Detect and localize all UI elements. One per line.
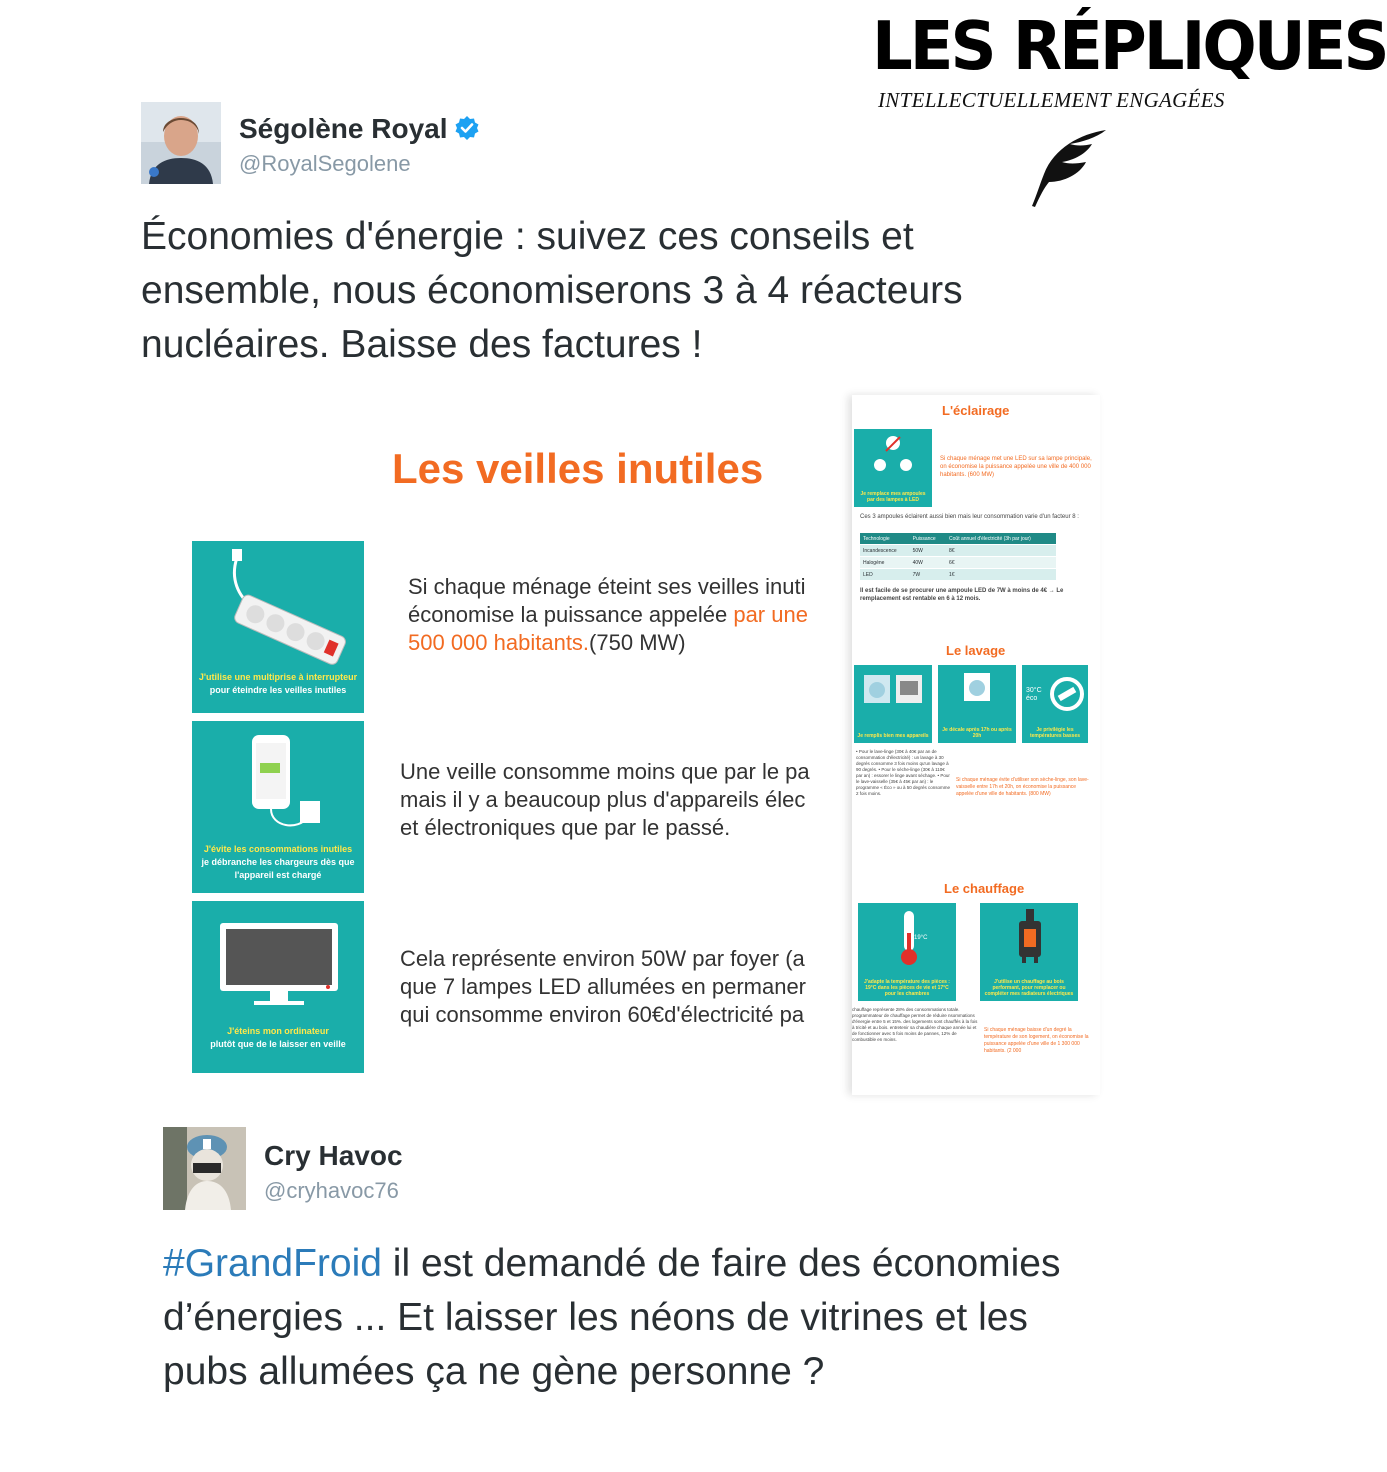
slide-paragraph-text: économise la puissance appelée [408, 602, 734, 627]
table-cell: Halogène [860, 557, 910, 569]
author-handle[interactable]: @RoyalSegolene [239, 151, 411, 176]
eco-dial-icon [1048, 675, 1086, 713]
mini-card-caption: J'utilise un chauffage au bois performant, pour remplacer ou compléter mes radiateurs électriques [984, 979, 1074, 997]
bulb-icon [868, 433, 918, 479]
mini-card-thermostat [858, 903, 956, 1001]
table-cell: 7W [910, 569, 946, 581]
card-caption-white: pour éteindre les veilles inutiles [209, 685, 347, 695]
table-cell: 1€ [946, 569, 1056, 581]
slide-title: Les veilles inutiles [392, 445, 764, 492]
slide-paragraph-line: qui consomme environ 60€d'électricité pa [400, 1002, 805, 1027]
slide-paragraph-line: Cela représente environ 50W par foyer (a [400, 946, 805, 971]
phone-charger-icon [238, 731, 338, 841]
table-cell: LED [860, 569, 910, 581]
verified-badge-icon [454, 115, 480, 141]
tweet-text [163, 1237, 1118, 1399]
side-infographic-panel [852, 395, 1100, 1095]
brand-logo-title: LES RÉPLIQUES [872, 8, 1387, 86]
eco-label: 30°C éco [1026, 687, 1042, 702]
brand-logo-subtitle: INTELLECTUELLEMENT ENGAGÉES [878, 88, 1225, 112]
stove-icon [1016, 909, 1044, 965]
tweet-media-image[interactable] [180, 395, 1100, 1095]
slide-paragraph-line: et électroniques que par le passé. [400, 815, 731, 840]
quill-icon [1028, 128, 1110, 210]
slide-paragraph-line: Une veille consomme moins que par le pa [400, 759, 810, 784]
mini-card-caption: Je remplis bien mes appareils [857, 733, 929, 739]
tweet-text: Économies d'énergie : suivez ces conseils et ensemble, nous économiserons 3 à 4 réacteurs nucléaires. Baisse des factures ! [141, 215, 963, 366]
heating-savings-text: Si chaque ménage baisse d'un degré la température de son logement, on économise la puissance appelée d'une ville de 1 300 000 habitants. (2 000 [984, 1027, 1089, 1054]
table-header-cell: Puissance [910, 533, 946, 545]
lighting-note: Ces 3 ampoules éclairent aussi bien mais leur consommation varie d'un facteur 8 : [860, 514, 1079, 520]
table-cell: 40W [910, 557, 946, 569]
mini-card-caption: Je décale après 17h ou après 20h [942, 727, 1012, 739]
table-cell: 6€ [946, 557, 1056, 569]
monitor-icon [214, 917, 344, 1017]
table-header-cell: Technologie [860, 533, 910, 545]
card-caption-yellow: J'utilise une multiprise à interrupteur [198, 672, 358, 682]
tweet-body: il est demandé de faire des économies d’énergies ... Et laisser les néons de vitrines et les pubs allumées ça ne gène personne ? [163, 1242, 1061, 1393]
mini-card-caption: Je remplace mes ampoules par des lampes à LED [860, 491, 926, 503]
author-name[interactable]: Cry Havoc [264, 1140, 403, 1171]
author-name[interactable]: Ségolène Royal [239, 113, 448, 144]
mini-card-caption: Je privilégie les températures basses [1029, 727, 1081, 739]
washer-icon [962, 671, 992, 703]
author-handle[interactable]: @cryhavoc76 [264, 1178, 399, 1203]
lighting-footer: Il est facile de se procurer une ampoule LED de 7W à moins de 4€ → Le remplacement est rentable en 6 à 12 mois. [860, 588, 1064, 602]
mini-card-washing [854, 665, 932, 743]
section-heading-lighting: L'éclairage [942, 403, 1010, 418]
lighting-comparison-table [860, 533, 1056, 581]
section-heading-heating: Le chauffage [944, 881, 1025, 896]
slide-paragraph-text: (750 MW) [589, 630, 686, 655]
table-header-cell: Coût annuel d'électricité (3h par jour) [946, 533, 1056, 545]
slide-paragraph-line: que 7 lampes LED allumées en permaner [400, 974, 807, 999]
slide-paragraph-highlight: par une [733, 602, 808, 627]
card-caption-yellow: J'évite les consommations inutiles [203, 844, 353, 854]
hashtag-link[interactable]: #GrandFroid [163, 1242, 382, 1285]
avatar[interactable] [141, 102, 221, 184]
washing-savings-text: Si chaque ménage évite d'utiliser son sèche-linge, son lave-vaisselle entre 17h et 20h, on économise la puissance appelée d'une ville de habitants. (800 MW) [956, 777, 1089, 797]
mini-card-temperature [1022, 665, 1088, 743]
washing-tips-text: • Pour le lave-linge (30€ à 40€ par an de consommation d'électricité) : un lavage à 30 degrés consomme 3 fois moins qu'un lavage à 90 degrés. • Pour le sèche-linge (30€ à 110€ par an) : essorer le linge avant séchage. • Pour le lave-vaisselle (35€ à 45€ par an) : le programme « Éco » ou à 50 degrés consomme 2 fois moins. [856, 749, 951, 796]
heating-tips-text: chauffage représente 28% des consommations totale. programmateur de chauffage permet de réduire nsommations d'énergie entre 5 et 15%. des logements sont chauffés à la fois à tricité et au bois. entretenir sa chaudière chaque année lui et de fonctionner avec 5 fois moins de pannes, 12% de combustible en moins. [852, 1007, 978, 1042]
temperature-label: 19°C [914, 935, 928, 941]
tip-card-computer [192, 901, 364, 1073]
slide-paragraph-line: mais il y a beaucoup plus d'appareils élec [400, 787, 806, 812]
card-caption-white: je débranche les chargeurs dès que l'appareil est chargé [201, 857, 355, 880]
card-caption-white: plutôt que de le laisser en veille [210, 1039, 346, 1049]
power-strip-icon [206, 549, 352, 665]
tip-card-power-strip [192, 541, 364, 713]
lighting-savings-text: Si chaque ménage met une LED sur sa lampe principale, on économise la puissance appelée une ville de 400 000 habitants. (600 MW) [940, 456, 1092, 478]
avatar[interactable] [163, 1127, 246, 1210]
mini-card-wood-stove [980, 903, 1078, 1001]
tip-card-charger [192, 721, 364, 893]
slide-paragraph-line: Si chaque ménage éteint ses veilles inuti [408, 574, 806, 599]
table-cell: Incandescence [860, 545, 910, 557]
slide-paragraph-highlight: 500 000 habitants. [408, 630, 590, 655]
mini-card-timing [938, 665, 1016, 743]
table-cell: 8€ [946, 545, 1056, 557]
card-caption-yellow: J'éteins mon ordinateur [227, 1026, 329, 1036]
section-heading-washing: Le lavage [946, 643, 1006, 658]
washing-machine-icon [862, 671, 924, 705]
mini-card-led [854, 429, 932, 507]
table-cell: 50W [910, 545, 946, 557]
mini-card-caption: J'adapte la température des pièces : 19°C dans les pièces de vie et 17°C pour les chambres [864, 979, 950, 997]
